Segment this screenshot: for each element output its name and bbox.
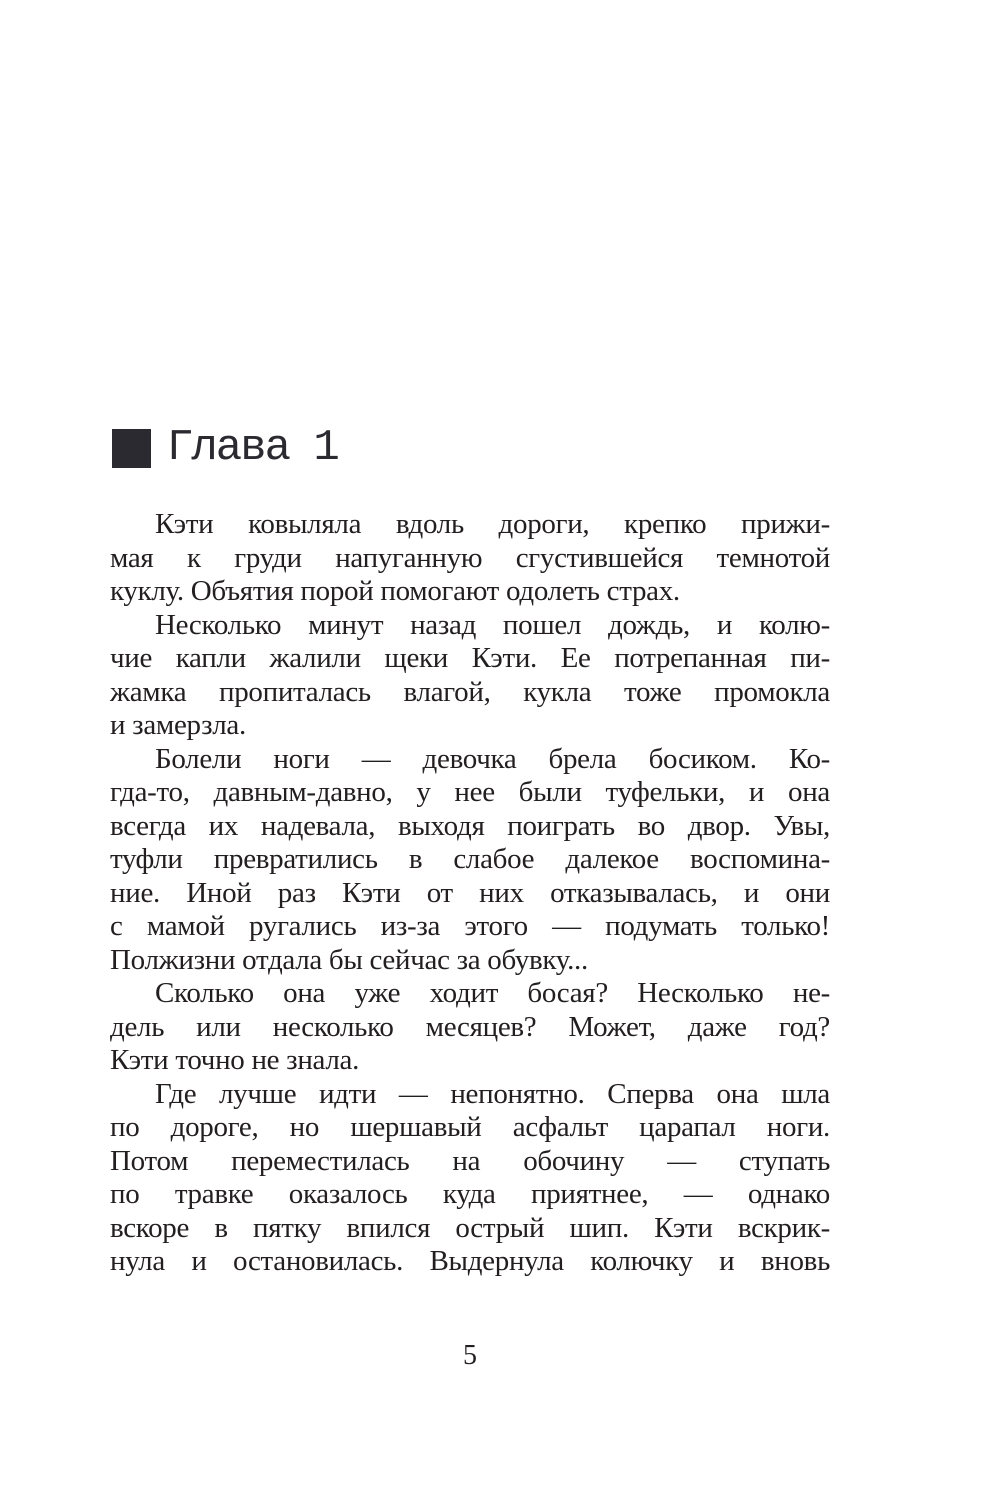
text-line: жамка пропиталась влагой, кукла тоже промокла (110, 675, 830, 708)
text-line: Полжизни отдала бы сейчас за обувку... (110, 943, 588, 976)
text-line: куклу. Объятия порой помогают одолеть страх. (110, 575, 680, 607)
text-line: Несколько минут назад пошел дождь, и колю- (155, 608, 830, 641)
text-line: и замерзла. (110, 709, 246, 741)
body-text (110, 508, 830, 1279)
text-line: чие капли жалили щеки Кэти. Ее потрепанная пи- (110, 642, 830, 674)
chapter-heading (112, 424, 338, 472)
text-line: туфли превратились в слабое далекое воспомина- (110, 843, 830, 875)
text-line: Кэти ковыляла вдоль дороги, крепко прижи- (155, 508, 830, 540)
text-line: по дороге, но шершавый асфальт царапал ноги. (110, 1111, 830, 1143)
text-line: Кэти точно не знала. (110, 1044, 360, 1076)
text-line: с мамой ругались из-за этого — подумать только! (110, 910, 830, 942)
chapter-title: Глава 1 (167, 423, 338, 473)
text-line: вскоре в пятку впился острый шип. Кэти вскрик- (110, 1211, 830, 1244)
page-number: 5 (463, 1340, 477, 1371)
chapter-square-icon (112, 429, 151, 468)
text-line: Потом переместилась на обочину — ступать (110, 1144, 830, 1177)
text-line: ние. Иной раз Кэти от них отказывалась, и они (110, 876, 830, 909)
text-line: Сколько она уже ходит босая? Несколько не- (155, 977, 830, 1009)
text-line: нула и остановилась. Выдернула колючку и вновь (110, 1245, 830, 1277)
text-line: дель или несколько месяцев? Может, даже год? (110, 1010, 830, 1043)
text-line: Где лучше идти — непонятно. Сперва она шла (155, 1077, 830, 1110)
text-line: по травке оказалось куда приятнее, — однако (110, 1178, 830, 1210)
text-line: мая к груди напуганную сгустившейся темнотой (110, 541, 830, 574)
text-line: гда-то, давным-давно, у нее были туфельки, и она (110, 776, 830, 808)
text-line: Болели ноги — девочка брела босиком. Ко- (155, 742, 830, 775)
text-line: всегда их надевала, выходя поиграть во двор. Увы, (110, 809, 830, 842)
